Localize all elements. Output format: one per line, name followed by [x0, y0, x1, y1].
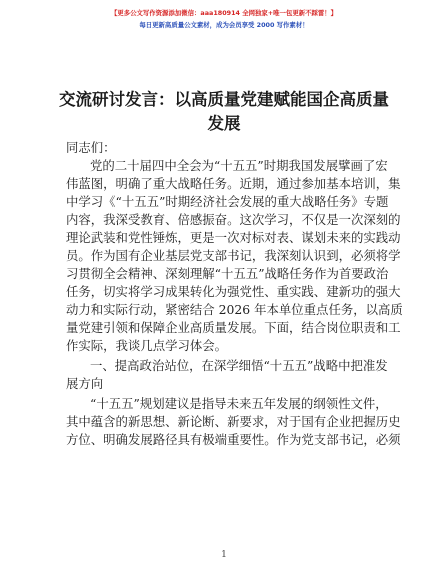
promo-banner-line-2: 每日更新高质量公文素材，成为会员享受 2000 写作素材！	[139, 21, 309, 29]
paragraph-line: 习贯彻全会精神、深刻理解“十五五”战略任务作为首要政治	[66, 266, 389, 281]
section-heading: 一、提高政治站位，在深学细悟“十五五”战略中把准发	[90, 358, 388, 373]
promo-banner-line-1: 【更多公文写作资源添加微信：aaa180914 全网独家+唯一包更新不踩雷！】	[110, 9, 338, 17]
paragraph-line: “十五五”规划建议是指导未来五年发展的纲领性文件，	[90, 396, 388, 411]
paragraph-line: 内容，我深受教育、倍感振奋。这次学习，不仅是一次深刻的	[66, 212, 401, 227]
page-number: 1	[221, 550, 227, 560]
paragraph-line: 量党建引领和保障企业高质量发展。下面，结合岗位职责和工	[66, 320, 401, 335]
paragraph-line: 其中蕴含的新思想、新论断、新要求，对于国有企业把握历史	[66, 414, 401, 429]
paragraph-line: 动力和实际行动，紧密结合 2026 年本单位重点任务，以高质	[66, 302, 403, 317]
paragraph-line: 任务，切实将学习成果转化为强党性、重实践、建新功的强大	[66, 284, 401, 299]
greeting: 同志们：	[66, 140, 116, 155]
document-title-line-2: 发展	[207, 114, 241, 133]
document-title	[40, 88, 408, 136]
document-title-line-1: 交流研讨发言：以高质量党建赋能国企高质量	[59, 90, 389, 109]
section-heading: 展方向	[66, 376, 104, 391]
paragraph-line: 党的二十届四中全会为“十五五”时期我国发展擘画了宏	[90, 158, 388, 173]
paragraph-line: 理论武装和党性锤炼，更是一次对标对表、谋划未来的实践动	[66, 230, 401, 245]
paragraph-line: 伟蓝图，明确了重大战略任务。近期，通过参加基本培训，集	[66, 176, 401, 191]
paragraph-line: 作实际，我谈几点学习体会。	[66, 338, 228, 353]
paragraph-line: 员。作为国有企业基层党支部书记，我深刻认识到，必须将学	[66, 248, 401, 263]
paragraph-line: 方位、明确发展路径具有极端重要性。作为党支部书记，必须	[66, 432, 401, 447]
paragraph-line: 中学习《“十五五”时期经济社会发展的重大战略任务》专题	[66, 194, 389, 209]
